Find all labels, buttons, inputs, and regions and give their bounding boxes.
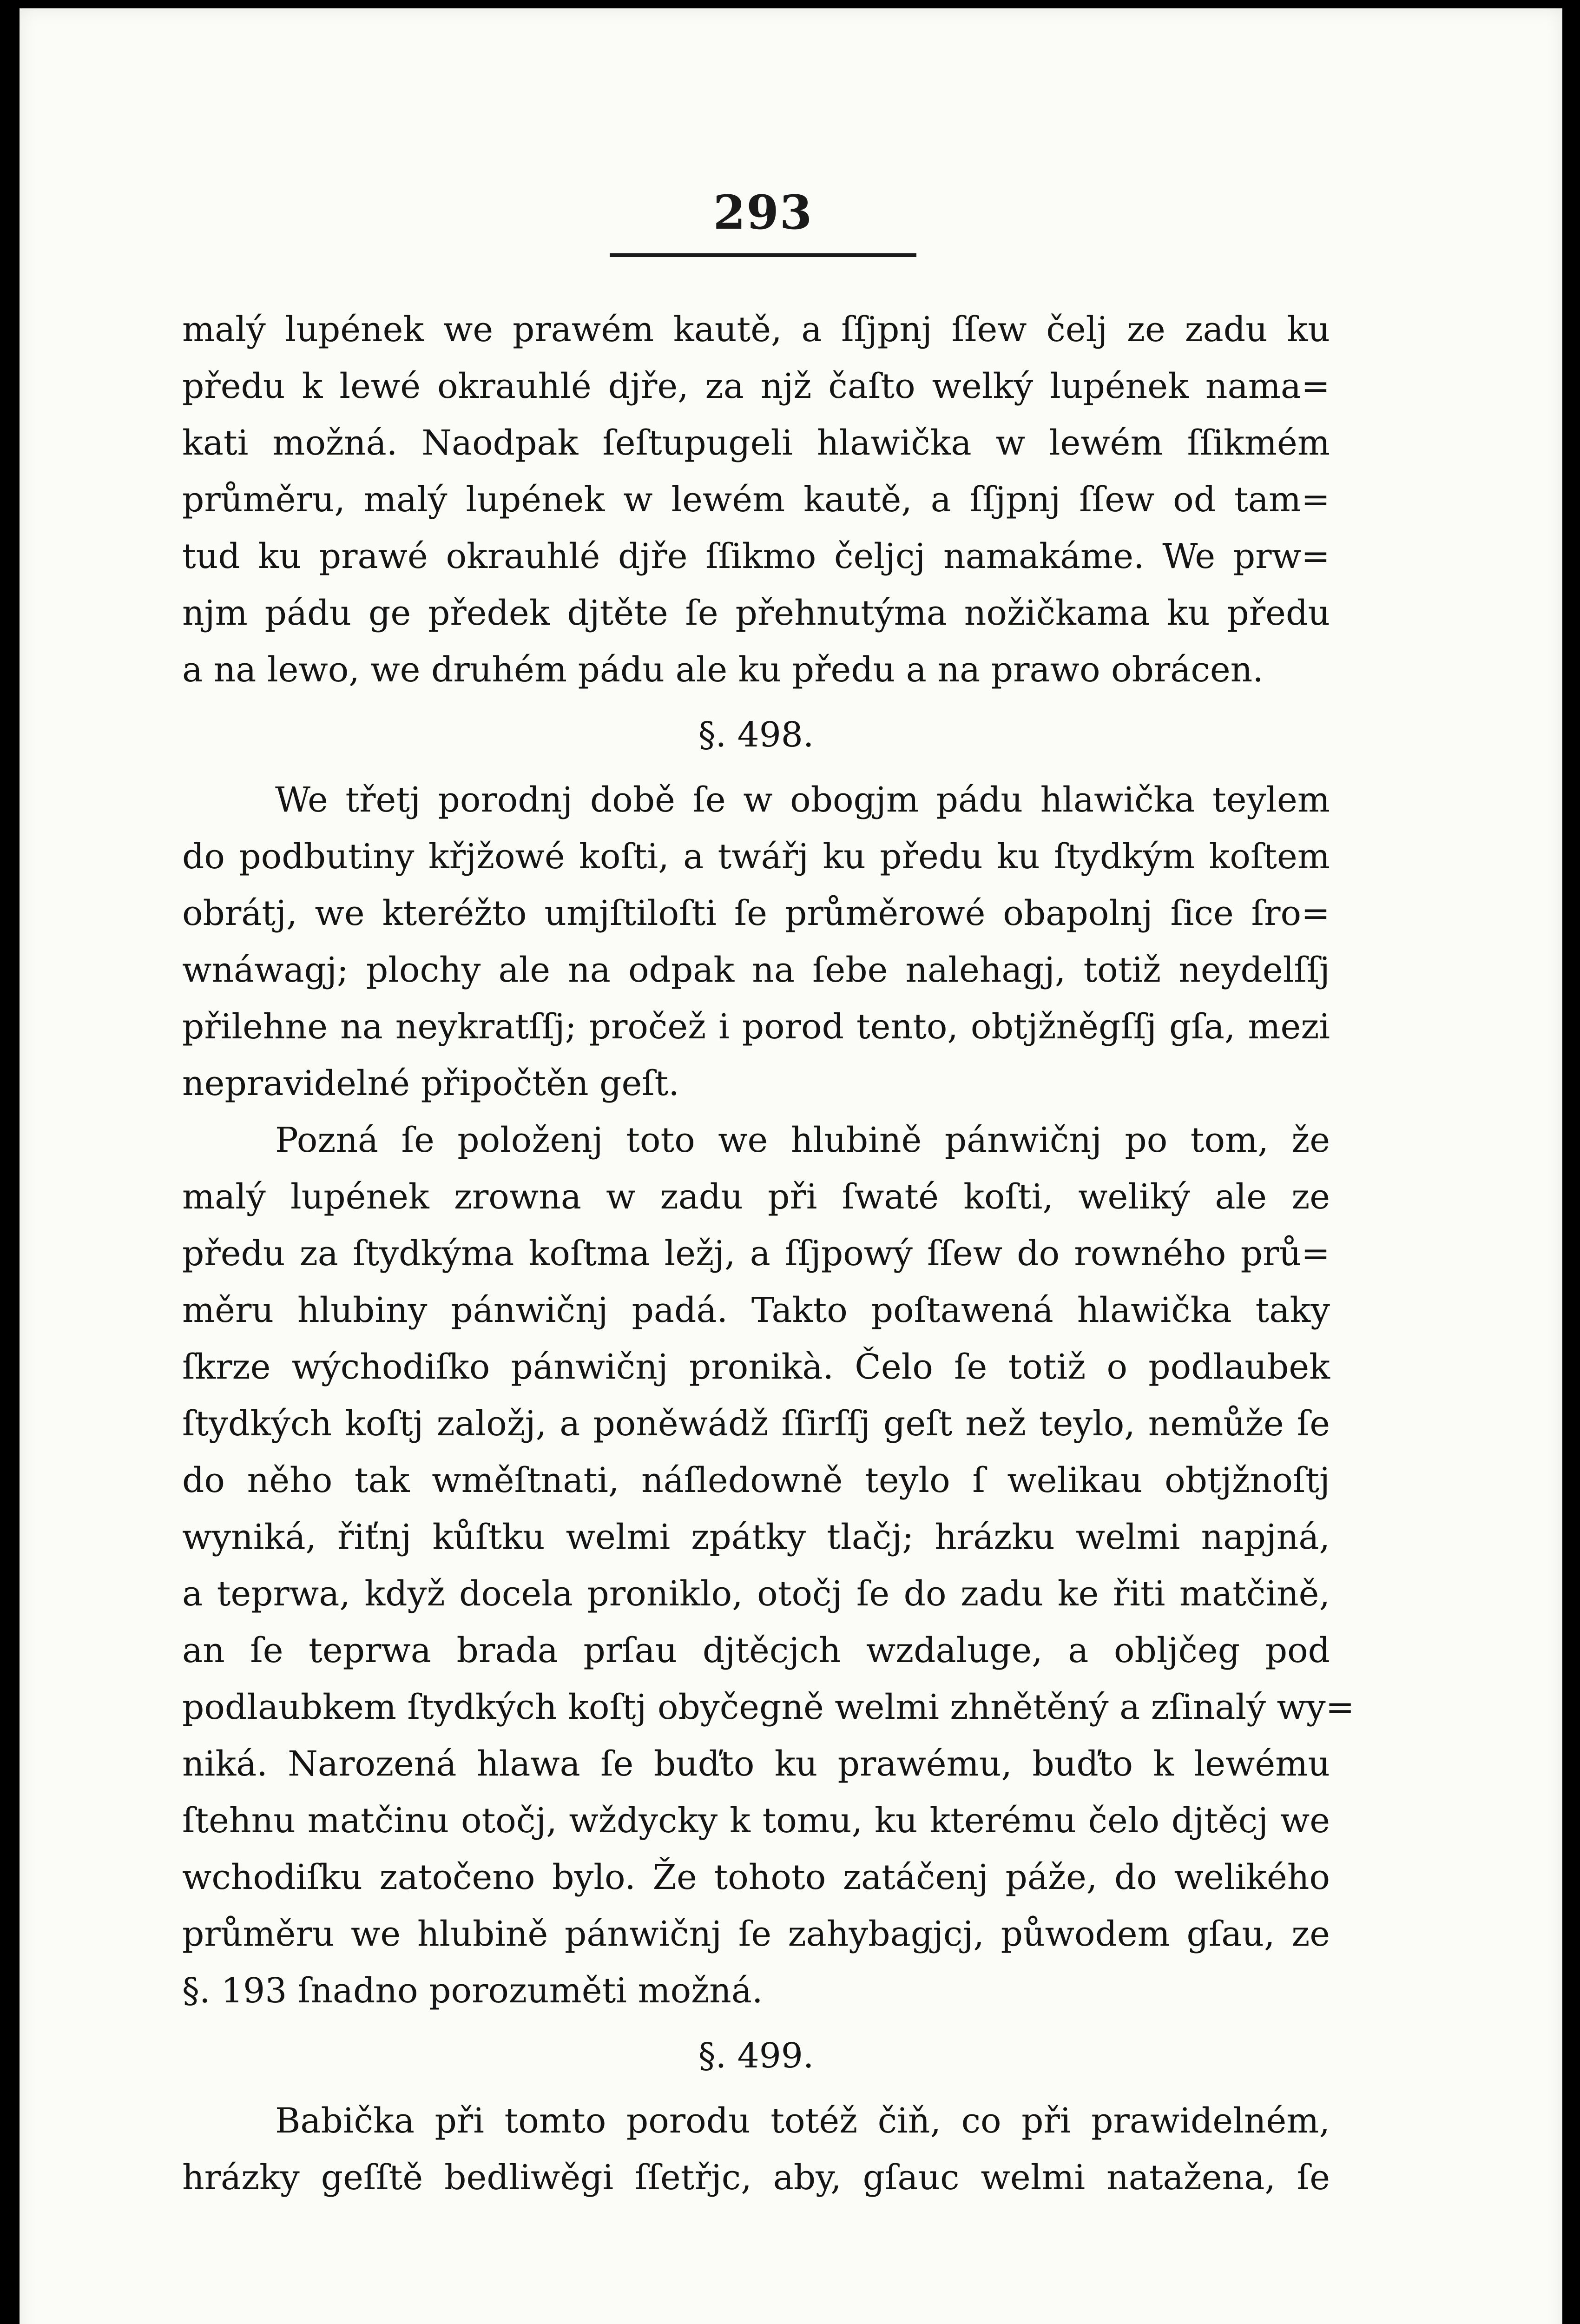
- text-line: niká. Narozená hlawa ſe buďto ku prawému, buďto k lewému: [182, 1744, 1330, 1784]
- text-line: předu za ſtydkýma koſtma ležj, a ſſjpowý ſſew do rownéh​o prů=: [182, 1234, 1330, 1274]
- text-line: do něho tak wměſtnati, náſledowně teylo ſ welikau obtjžnoſtj: [182, 1460, 1330, 1500]
- text-line: wnáwagj; plochy ale na odpak na ſebe nalehagj, totiž neydelſſj: [182, 950, 1330, 990]
- header-rule: [610, 253, 916, 257]
- text-line: Pozná ſe položenj toto we hlubině pánwičnj po tom, že: [275, 1120, 1330, 1160]
- text-line: tud ku prawé okrauhlé djře ſſikmo čeljcj namakáme. We prw=: [182, 536, 1330, 576]
- text-line: ſtydkých koſtj založj, a poněwádž ſſirſſj geſt než teylo, nemůže ſe: [182, 1404, 1330, 1444]
- text-line: njm pádu ge předek djtěte ſe přehnutýma nožičkama ku předu: [182, 593, 1330, 633]
- section-heading-498: §. 498.: [698, 715, 814, 755]
- text-line: We třetj porodnj době ſe w obogjm pádu hlawička teylem: [275, 780, 1330, 820]
- text-line: nepravidelné připočtěn geſt.: [182, 1063, 679, 1103]
- text-line: měru hlubiny pánwičnj padá. Takto poſtawená hlawička taky: [182, 1290, 1330, 1330]
- text-line: hrázky geſſtě bedliwěgi ſſetřjc, aby, gſauc welmi natažena, ſe: [182, 2158, 1330, 2198]
- text-line: přilehne na neykratſſj; pročež i porod tento, obtjžněgſſj gſa, mezi: [182, 1007, 1330, 1047]
- text-line: obrátj, we kteréžto umjſtiloſti ſe průměrowé obapolnj ſice ſro=: [182, 893, 1330, 933]
- paragraph-b: [182, 772, 1330, 1112]
- text-line: průměru we hlubině pánwičnj ſe zahybagjcj, půwodem gſau, ze: [182, 1914, 1330, 1954]
- text-line: Babička při tomto porodu totéž čiň, co při prawidelném,: [275, 2101, 1330, 2141]
- section-heading-499: §. 499.: [698, 2036, 814, 2076]
- text-line: a na lewo, we druhém pádu ale ku předu a na prawo obrácen.: [182, 650, 1264, 690]
- text-line: ſkrze wýchodiſko pánwičnj pronikà. Čelo ſe totiž o podlaubek: [182, 1347, 1330, 1387]
- paragraph-a: [182, 301, 1330, 698]
- paragraph-c: [182, 1112, 1355, 2019]
- text-line: malý lupének we prawém kautě, a ſſjpnj ſſew čelj ze zadu ku: [182, 310, 1330, 350]
- text-line: wyniká, řiťnj kůſtku welmi zpátky tlačj; hrázku welmi napjná,: [182, 1517, 1330, 1557]
- text-line: průměru, malý lupének w lewém kautě, a ſſjpnj ſſew od tam=: [182, 480, 1330, 520]
- text-line: podlaubkem ſtydkých koſtj obyčegně welmi zhnětěný a zſinalý wy=: [182, 1687, 1355, 1727]
- text-line: předu k lewé okrauhlé djře, za njž čaſto welký lupének nama=: [182, 366, 1330, 406]
- text-line: do podbutiny křjžowé koſti, a twářj ku předu ku ſtydkým koſtem: [182, 837, 1330, 877]
- text-line: kati možná. Naodpak ſeſtupugeli hlawička w lewém ſſikmém: [182, 423, 1330, 463]
- text-line: a teprwa, když docela proniklo, otočj ſe do zadu ke řiti matčině,: [182, 1574, 1330, 1614]
- text-line: malý lupének zrowna w zadu při ſwaté koſti, weliký ale ze: [182, 1177, 1330, 1217]
- page-body: [182, 301, 1355, 2206]
- page-number: 293: [713, 185, 813, 240]
- text-line: wchodiſku zatočeno bylo. Že tohoto zatáčenj páže, do welikého: [182, 1857, 1330, 1897]
- text-line: ſtehnu matčinu otočj, wždycky k tomu, ku kterému čelo djtěcj we: [182, 1801, 1330, 1841]
- text-line: §. 193 ſnadno porozuměti možná.: [182, 1971, 763, 2011]
- paragraph-d: [182, 2093, 1330, 2206]
- text-line: an ſe teprwa brada prſau djtěcjch wzdaluge, a obljčeg pod: [182, 1631, 1330, 1670]
- book-page: [20, 8, 1562, 2324]
